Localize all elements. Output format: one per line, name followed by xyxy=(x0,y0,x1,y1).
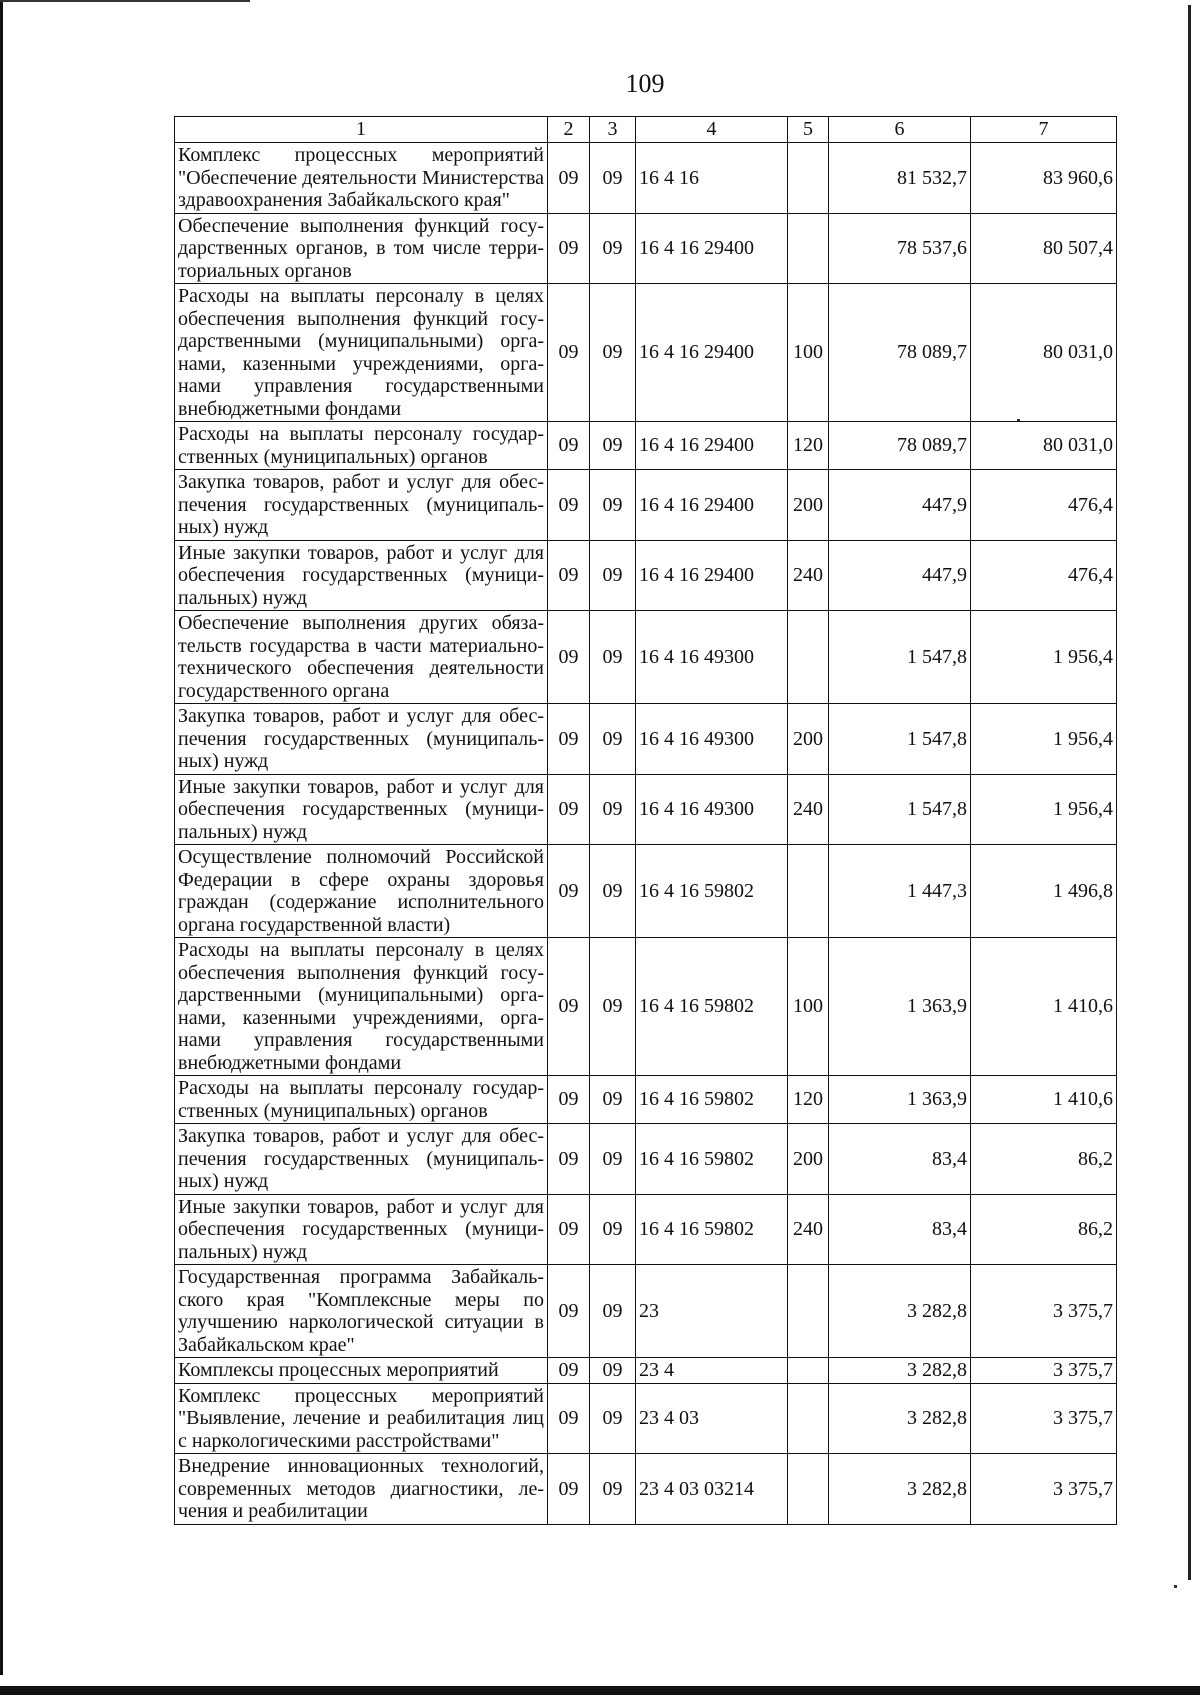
target-article-code: 16 4 16 59802 xyxy=(636,845,788,938)
amount-year-2: 1 956,4 xyxy=(971,774,1117,845)
row-name: Осуществление полномочий Российской Федерации в сфере охраны здоровья граждан (содержание исполнительного органа государственной власти) xyxy=(175,845,548,938)
amount-year-2: 83 960,6 xyxy=(971,143,1117,214)
subsection-code: 09 xyxy=(590,1454,636,1525)
scan-edge-left xyxy=(0,0,3,1675)
table-row xyxy=(175,938,1117,1076)
header-row xyxy=(175,117,1117,143)
table-header xyxy=(175,117,1117,143)
row-name: Комплекс процессных мероприятий "Выявление, лечение и реабилитация лиц с наркологическими расстройствами" xyxy=(175,1383,548,1454)
section-code: 09 xyxy=(548,422,590,470)
amount-year-1: 3 282,8 xyxy=(829,1265,971,1358)
subsection-code: 09 xyxy=(590,540,636,611)
table-row xyxy=(175,540,1117,611)
amount-year-2: 3 375,7 xyxy=(971,1454,1117,1525)
column-header: 7 xyxy=(971,117,1117,143)
amount-year-2: 1 956,4 xyxy=(971,611,1117,704)
amount-year-2: 86,2 xyxy=(971,1124,1117,1195)
amount-year-2: 1 410,6 xyxy=(971,938,1117,1076)
target-article-code: 16 4 16 49300 xyxy=(636,774,788,845)
subsection-code: 09 xyxy=(590,704,636,775)
target-article-code: 16 4 16 59802 xyxy=(636,1124,788,1195)
table-row xyxy=(175,1124,1117,1195)
table-row xyxy=(175,213,1117,284)
amount-year-1: 447,9 xyxy=(829,470,971,541)
expense-type-code xyxy=(788,611,829,704)
target-article-code: 16 4 16 29400 xyxy=(636,213,788,284)
section-code: 09 xyxy=(548,1383,590,1454)
amount-year-1: 81 532,7 xyxy=(829,143,971,214)
section-code: 09 xyxy=(548,213,590,284)
amount-year-1: 78 089,7 xyxy=(829,284,971,422)
row-name: Расходы на выплаты персоналу в целях обеспечения выполнения функций государственными (муниципальными) органами, казенными учреждениями, органами управления государственными внебюджетными фондами xyxy=(175,938,548,1076)
amount-year-2: 476,4 xyxy=(971,470,1117,541)
expense-type-code xyxy=(788,845,829,938)
row-name: Комплекс процессных мероприятий "Обеспечение деятельности Министерства здравоохранения Забайкальского края" xyxy=(175,143,548,214)
section-code: 09 xyxy=(548,1124,590,1195)
subsection-code: 09 xyxy=(590,1358,636,1384)
subsection-code: 09 xyxy=(590,774,636,845)
target-article-code: 16 4 16 49300 xyxy=(636,704,788,775)
row-name: Обеспечение выполнения других обязательств государства в части материально-технического обеспечения деятельности государственного органа xyxy=(175,611,548,704)
amount-year-1: 1 363,9 xyxy=(829,1076,971,1124)
table-row xyxy=(175,1076,1117,1124)
subsection-code: 09 xyxy=(590,938,636,1076)
budget-table xyxy=(174,116,1117,1525)
table-row xyxy=(175,1383,1117,1454)
subsection-code: 09 xyxy=(590,1124,636,1195)
amount-year-1: 1 547,8 xyxy=(829,611,971,704)
amount-year-1: 447,9 xyxy=(829,540,971,611)
section-code: 09 xyxy=(548,938,590,1076)
expense-type-code: 200 xyxy=(788,704,829,775)
amount-year-2: 86,2 xyxy=(971,1194,1117,1265)
subsection-code: 09 xyxy=(590,1265,636,1358)
row-name: Закупка товаров, работ и услуг для обеспечения государственных (муниципальных) нужд xyxy=(175,1124,548,1195)
subsection-code: 09 xyxy=(590,470,636,541)
row-name: Иные закупки товаров, работ и услуг для обеспечения государственных (муниципальных) нужд xyxy=(175,774,548,845)
section-code: 09 xyxy=(548,540,590,611)
section-code: 09 xyxy=(548,1265,590,1358)
subsection-code: 09 xyxy=(590,422,636,470)
section-code: 09 xyxy=(548,1194,590,1265)
table-row xyxy=(175,284,1117,422)
table-row xyxy=(175,845,1117,938)
scan-edge-top xyxy=(0,0,250,2)
target-article-code: 16 4 16 29400 xyxy=(636,422,788,470)
row-name: Обеспечение выполнения функций государственных органов, в том числе территориальных органов xyxy=(175,213,548,284)
table-row xyxy=(175,1194,1117,1265)
amount-year-2: 80 507,4 xyxy=(971,213,1117,284)
target-article-code: 16 4 16 59802 xyxy=(636,1194,788,1265)
row-name: Комплексы процессных мероприятий xyxy=(175,1358,548,1384)
column-header: 3 xyxy=(590,117,636,143)
row-name: Закупка товаров, работ и услуг для обеспечения государственных (муниципальных) нужд xyxy=(175,470,548,541)
amount-year-1: 83,4 xyxy=(829,1124,971,1195)
row-name: Расходы на выплаты персоналу в целях обеспечения выполнения функций государственными (муниципальными) органами, казенными учреждениями, органами управления государственными внебюджетными фондами xyxy=(175,284,548,422)
expense-type-code: 100 xyxy=(788,938,829,1076)
amount-year-2: 476,4 xyxy=(971,540,1117,611)
expense-type-code: 120 xyxy=(788,1076,829,1124)
amount-year-2: 80 031,0 xyxy=(971,422,1117,470)
target-article-code: 16 4 16 29400 xyxy=(636,284,788,422)
column-header: 2 xyxy=(548,117,590,143)
section-code: 09 xyxy=(548,704,590,775)
section-code: 09 xyxy=(548,143,590,214)
amount-year-1: 83,4 xyxy=(829,1194,971,1265)
expense-type-code xyxy=(788,213,829,284)
scan-edge-bottom xyxy=(0,1686,1200,1695)
row-name: Иные закупки товаров, работ и услуг для обеспечения государственных (муниципальных) нужд xyxy=(175,540,548,611)
scan-speck xyxy=(1174,1585,1177,1588)
page-number: 109 xyxy=(625,69,665,98)
subsection-code: 09 xyxy=(590,1076,636,1124)
column-header: 1 xyxy=(175,117,548,143)
amount-year-1: 78 089,7 xyxy=(829,422,971,470)
table-row xyxy=(175,1454,1117,1525)
table-row xyxy=(175,422,1117,470)
row-name: Закупка товаров, работ и услуг для обеспечения государственных (муниципальных) нужд xyxy=(175,704,548,775)
row-name: Государственная программа Забайкальского края "Комплексные меры по улучшению наркологической ситуации в Забайкальском крае" xyxy=(175,1265,548,1358)
expense-type-code: 120 xyxy=(788,422,829,470)
target-article-code: 16 4 16 29400 xyxy=(636,540,788,611)
row-name: Расходы на выплаты персоналу государственных (муниципальных) органов xyxy=(175,422,548,470)
row-name: Внедрение инновационных технологий, современных методов диагностики, лечения и реабилитации xyxy=(175,1454,548,1525)
expense-type-code: 240 xyxy=(788,1194,829,1265)
amount-year-2: 3 375,7 xyxy=(971,1358,1117,1384)
target-article-code: 16 4 16 59802 xyxy=(636,938,788,1076)
amount-year-2: 1 956,4 xyxy=(971,704,1117,775)
subsection-code: 09 xyxy=(590,1194,636,1265)
subsection-code: 09 xyxy=(590,284,636,422)
expense-type-code: 100 xyxy=(788,284,829,422)
expense-type-code: 200 xyxy=(788,470,829,541)
expense-type-code: 200 xyxy=(788,1124,829,1195)
target-article-code: 23 4 xyxy=(636,1358,788,1384)
scan-edge-right xyxy=(1188,5,1191,1580)
section-code: 09 xyxy=(548,611,590,704)
section-code: 09 xyxy=(548,1076,590,1124)
table-row xyxy=(175,470,1117,541)
target-article-code: 16 4 16 xyxy=(636,143,788,214)
column-header: 4 xyxy=(636,117,788,143)
column-header: 5 xyxy=(788,117,829,143)
table-row xyxy=(175,1358,1117,1384)
expense-type-code xyxy=(788,1383,829,1454)
target-article-code: 16 4 16 59802 xyxy=(636,1076,788,1124)
amount-year-2: 1 496,8 xyxy=(971,845,1117,938)
target-article-code: 23 4 03 03214 xyxy=(636,1454,788,1525)
target-article-code: 16 4 16 49300 xyxy=(636,611,788,704)
section-code: 09 xyxy=(548,845,590,938)
amount-year-2: 3 375,7 xyxy=(971,1383,1117,1454)
subsection-code: 09 xyxy=(590,845,636,938)
subsection-code: 09 xyxy=(590,1383,636,1454)
table-body xyxy=(175,143,1117,1525)
amount-year-1: 1 363,9 xyxy=(829,938,971,1076)
row-name: Иные закупки товаров, работ и услуг для обеспечения государственных (муниципальных) нужд xyxy=(175,1194,548,1265)
amount-year-2: 3 375,7 xyxy=(971,1265,1117,1358)
amount-year-1: 1 447,3 xyxy=(829,845,971,938)
amount-year-2: 1 410,6 xyxy=(971,1076,1117,1124)
table-row xyxy=(175,774,1117,845)
row-name: Расходы на выплаты персоналу государственных (муниципальных) органов xyxy=(175,1076,548,1124)
target-article-code: 23 xyxy=(636,1265,788,1358)
table-row xyxy=(175,1265,1117,1358)
table-row xyxy=(175,143,1117,214)
subsection-code: 09 xyxy=(590,611,636,704)
amount-year-1: 1 547,8 xyxy=(829,774,971,845)
amount-year-1: 3 282,8 xyxy=(829,1454,971,1525)
subsection-code: 09 xyxy=(590,213,636,284)
expense-type-code xyxy=(788,1265,829,1358)
amount-year-2: 80 031,0 xyxy=(971,284,1117,422)
amount-year-1: 3 282,8 xyxy=(829,1383,971,1454)
expense-type-code xyxy=(788,1454,829,1525)
target-article-code: 16 4 16 29400 xyxy=(636,470,788,541)
subsection-code: 09 xyxy=(590,143,636,214)
section-code: 09 xyxy=(548,470,590,541)
amount-year-1: 78 537,6 xyxy=(829,213,971,284)
target-article-code: 23 4 03 xyxy=(636,1383,788,1454)
amount-year-1: 3 282,8 xyxy=(829,1358,971,1384)
expense-type-code: 240 xyxy=(788,540,829,611)
section-code: 09 xyxy=(548,774,590,845)
table-row xyxy=(175,611,1117,704)
section-code: 09 xyxy=(548,284,590,422)
expense-type-code xyxy=(788,143,829,214)
amount-year-1: 1 547,8 xyxy=(829,704,971,775)
column-header: 6 xyxy=(829,117,971,143)
table-row xyxy=(175,704,1117,775)
expense-type-code xyxy=(788,1358,829,1384)
section-code: 09 xyxy=(548,1454,590,1525)
section-code: 09 xyxy=(548,1358,590,1384)
expense-type-code: 240 xyxy=(788,774,829,845)
